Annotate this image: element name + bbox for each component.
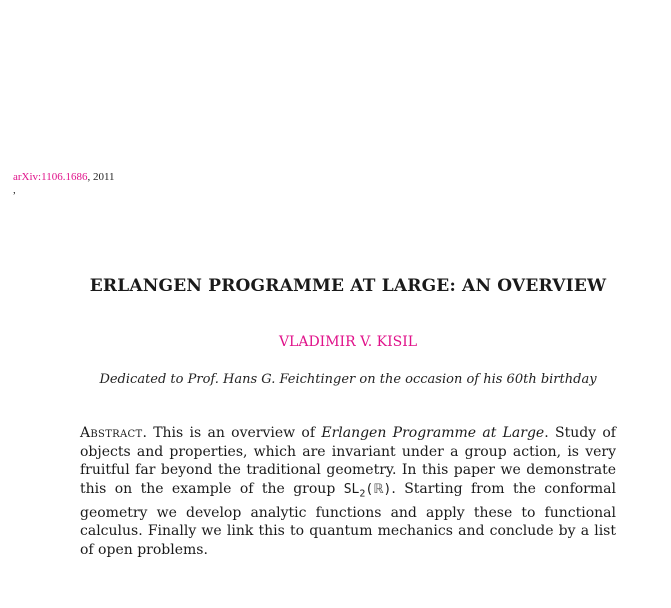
abstract — [80, 424, 616, 559]
dedication: Dedicated to Prof. Hans G. Feichtinger on the occasion of his 60th birthday — [99, 372, 597, 387]
preprint-line — [13, 171, 115, 184]
arxiv-link[interactable]: arXiv:1106.1686 — [13, 171, 88, 183]
author-name[interactable]: VLADIMIR V. KISIL — [278, 334, 418, 350]
abstract-emphasis: Erlangen Programme at Large — [321, 425, 545, 441]
stray-comma: , — [13, 184, 16, 196]
group-symbol — [343, 481, 392, 500]
preprint-year: , 2011 — [87, 171, 115, 183]
abstract-label: Abstract. — [80, 425, 148, 441]
paper-title: ERLANGEN PROGRAMME AT LARGE: AN OVERVIEW — [89, 276, 607, 296]
group-subscript: 2 — [359, 488, 366, 500]
abstract-text-3: . Starting from the conformal geometry we develop analytic functions and apply these to functional calculus. Finally we link this to quantum mechanics and conclude by a list of open problems. — [80, 480, 616, 558]
group-paren-close: ) — [383, 481, 392, 497]
abstract-text-2: . Study of objects and properties, which are invariant under a group action, is very fruitful far beyond the traditional geometry. In this paper we demonstrate this on the example of the group — [80, 425, 616, 497]
group-paren-open: ( — [365, 481, 374, 497]
group-base: SL — [343, 481, 360, 497]
group-field: ℝ — [373, 481, 384, 497]
abstract-text-1: This is an overview of — [153, 425, 322, 441]
